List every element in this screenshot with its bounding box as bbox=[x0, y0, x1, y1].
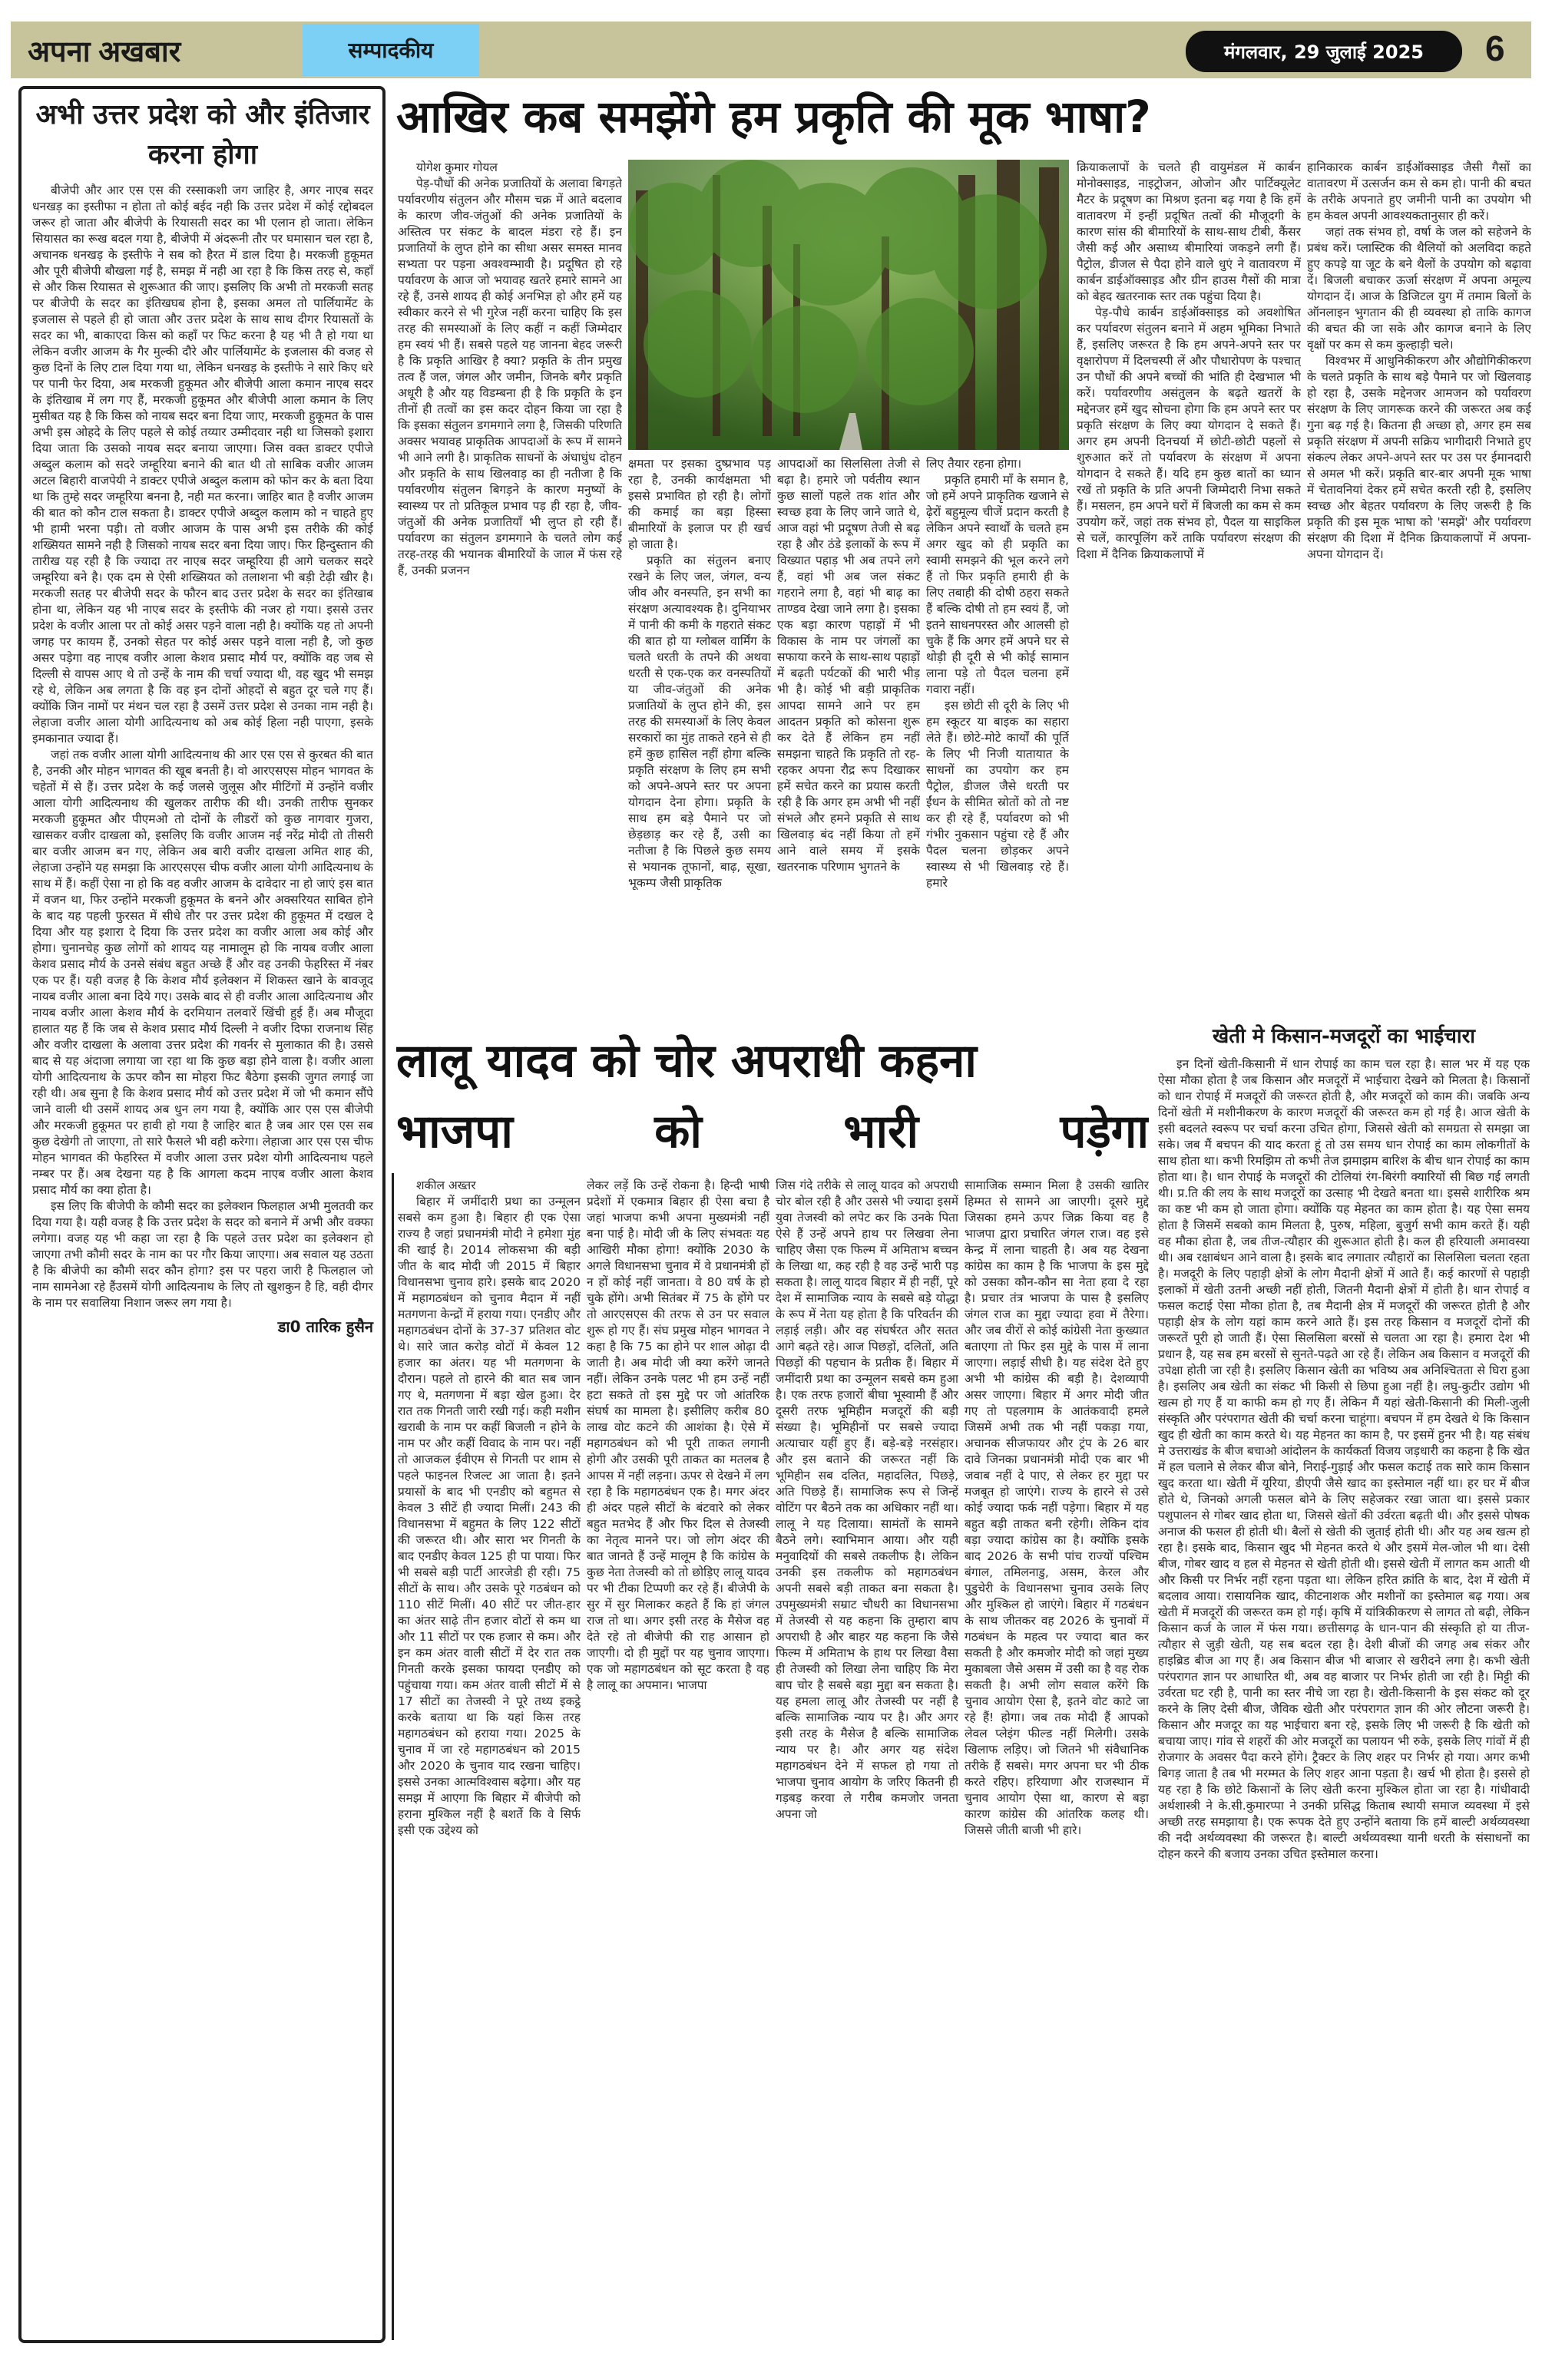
forest-photo-illustration bbox=[628, 160, 1069, 450]
second-article-text: जिस गंदे तरीके से लालू यादव को अपराधी चोर बोल रही है और उससे भी ज्यादा इसमें युवा तेजस्वी को लपेट कर कि उनके पिता ऐसे हैं उन्हें अपने हाथ पर लिखवा लेना चाहिए जैसा एक फिल्म में अमिताभ बच्चन के लिखा था, कह रही है वह उन्हें भारी पड़ सकता है। लालू यादव बिहार में ही नहीं, पूरे देश में सामाजिक न्याय के सबसे बड़े योद्धा के रूप में नेता यह होता है कि परिवर्तन की लड़ाई लड़ी। और वह संघर्षरत और सतत आगे बढ़ते रहे। आज पिछड़ों, दलितों, अति पिछड़ों की पहचान के प्रतीक हैं। बिहार में जमींदारी प्रथा का उन्मूलन सबसे कम हुआ है। एक तरफ हजारों बीघा भूस्वामी हैं और दूसरी तरफ भूमिहीन मजदूरों की बड़ी संख्या है। भूमिहीनों पर सबसे ज्यादा अत्याचार यहीं हुए हैं। बड़े-बड़े नरसंहार। और इस बताने की जरूरत नहीं कि भूमिहीन सब दलित, महादलित, पिछड़े, अति पिछड़े हैं। सामाजिक रूप से जिन्हें वोटिंग पर बैठने तक का अधिकार नहीं था। लालू ने यह दिलाया। सामंतों के सामने बैठने लगे। स्वाभिमान आया। और यही मनुवादियों की सबसे तकलीफ है। लेकिन उनकी इस तकलीफ को महागठबंधन अपनी सबसे बड़ी ताकत बना सकता है। उपमुख्यमंत्री सम्राट चौधरी का विधानसभा में तेजस्वी से यह कहना कि तुम्हारा बाप अपराधी है और बाहर यह कहना कि जैसे फिल्म में अमिताभ के हाथ पर लिखा वैसा ही तेजस्वी को लिखा लेना चाहिए कि मेरा बाप चोर है सबसे बड़ा मुद्दा बन सकता है। यह हमला लालू और तेजस्वी पर नहीं है बल्कि सामाजिक न्याय पर है। और अगर इसी तरह के मैसेज है बल्कि सामाजिक न्याय पर है। और अगर यह संदेश महागठबंधन देने में सफल हो गया तो भाजपा चुनाव आयोग के जरिए कितनी ही गड़बड़ करवा ले गरीब कमजोर जनता अपना जो bbox=[776, 1178, 958, 1821]
main-article-column-2 bbox=[628, 456, 771, 1020]
masthead bbox=[11, 21, 1531, 78]
second-article-text: सामाजिक सम्मान मिला है उसकी खातिर हिम्मत से सामने आ जाएगी। दूसरे मुद्दे जिसका हमने ऊपर जिक्र किया वह है भाजपा द्वारा प्रचारित जंगल राज। वह इसे केन्द्र में लाना चाहती है। अब यह देखना कांग्रेस का काम है कि भाजपा के इस मुद्दे को उसका कौन-कौन सा नेता हवा दे रहा है। प्रचार तंत्र भाजपा के पास है इसलिए जंगल राज का मुद्दा ज्यादा हवा में तैरेगा। और जब वीरों से कोई कांग्रेसी नेता कुख्यात बताएगा तो फिर इस मुद्दे के पास में लाना जाएगा। लड़ाई सीधी है। यह संदेश देते हुए अभी भी कांग्रेस की बड़ी है। देशव्यापी असर जाएगा। बिहार में अगर मोदी जीत गए तो पहलगाम के आतंकवादी हमले जिसमें अभी तक भी नहीं पकड़ा गया, अचानक सीजफायर और ट्रंप के 26 बार दावे जिनका प्रधानमंत्री मोदी एक बार भी जवाब नहीं दे पाए, से लेकर हर मुद्दा पर मजबूत हो जाएंगे। राज्य के हारने से उसे कोई ज्यादा फर्क नहीं पड़ेगा। बिहार में यह बहुत बड़ी ताकत बनी रहेगी। लेकिन दांव बड़ा ज्यादा कांग्रेस का है। क्योंकि इसके बाद 2026 के सभी पांच राज्यों पश्चिम बंगाल, तमिलनाडु, असम, केरल और पुडुचेरी के विधानसभा चुनाव उसके लिए और मुश्किल हो जाएंगे। बिहार में गठबंधन के साथ जीतकर वह 2026 के चुनावों में गठबंधन के महत्व पर ज्यादा बात कर सकती है और कमजोर मोदी को जहां मुख्य मुकाबला जैसे असम में उसी का है वह रोक सकती है। अभी लोग सवाल करेंगे कि चुनाव आयोग ऐसा है, इतने वोट काटे जा रहे हैं! होगा। जब तक मोदी हैं आपको लेवल प्लेइंग फील्ड नहीं मिलेगी। उसके खिलाफ लड़िए। जो जितने भी संवैधानिक तरीके हैं सबसे। मगर अपना घर भी ठीक करते रहिए। हरियाणा और राजस्थान में चुनाव आयोग ऐसा था, कारण से बड़ा कारण कांग्रेस की आंतरिक कलह थी। जिससे जीती बाजी भी हारे। bbox=[965, 1178, 1149, 1837]
second-headline bbox=[396, 1026, 1149, 1172]
main-article-text: इस छोटी सी दूरी के लिए भी हम स्कूटर या बाइक का सहारा लेते हैं। छोटे-मोटे कार्यों की पूर्ति के लिए भी निजी यातायात के साधनों का उपयोग कर हम पैट्रोल, डीजल जैसे धरती पर ईंधन के सीमित स्रोतों को तो नष्ट कर ही रहे हैं, पर्यावरण को भी गंभीर नुकसान पहुंचा रहे हैं और पैदल चलना छोड़कर अपने स्वास्थ्य से भी खिलवाड़ रहे हैं। हमारे bbox=[926, 699, 1069, 890]
second-article-text: लेकर लड़ें कि उन्हें रोकना है। हिन्दी भाषी प्रदेशों में एकमात्र बिहार ही ऐसा बचा है जहां भाजपा कभी अपना मुख्यमंत्री नहीं बना पाई है। मोदी जी के लिए संभवतः यह आखिरी मौका होगा! क्योंकि 2030 के अगले विधानसभा चुनाव में वे प्रधानमंत्री हों न हों कोई नहीं जानता। वे 80 वर्ष के हो चुके होंगे। अभी सितंबर में 75 के होंगे पर तो आरएसएस की तरफ से उन पर सवाल शुरू हो गए हैं। संघ प्रमुख मोहन भागवत ने कहा है कि 75 का होने पर शाल ओढ़ा दी जाती है। अब मोदी जी क्या करेंगे जानते नहीं। लेकिन उनके पलट भी हम उन्हें नहीं हटा सकते तो इस मुद्दे पर जो आंतरिक संघर्ष का मामला है। इसीलिए करीब 80 लाख वोट कटने की आशंका है। ऐसे में महागठबंधन को भी पूरी ताकत लगानी होगी और उसकी पूरी ताकत का मतलब है आपस में नहीं लड़ना। ऊपर से देखने में लग रहा है कि महागठबंधन एक है। मगर अंदर ही अंदर पहले सीटों के बंटवारे को लेकर बहुत मतभेद हैं और फिर दिल से तेजस्वी का नेतृत्व मानने पर। जो लोग अंदर की बात जानते हैं उन्हें मालूम है कि कांग्रेस के कुछ नेता तेजस्वी को तो छोड़िए लालू यादव पर भी टीका टिप्पणी कर रहे हैं। बीजेपी के सुर में सुर मिलाकर कहते हैं कि हां जंगल राज तो था। अगर इसी तरह के मैसेज वह देते रहे तो बीजेपी की राह आसान हो जाएगी। दो ही मुद्दों पर यह चुनाव जाएगा। एक जो महागठबंधन को सूट करता है वह है लालू का अपमान। भाजपा bbox=[587, 1178, 769, 1692]
headline-word: भारी bbox=[843, 1105, 919, 1159]
column-divider bbox=[392, 1173, 394, 2340]
main-article-text: क्षमता पर इसका दुष्प्रभाव पड़ रहा है, उनकी कार्यक्षमता भी इससे प्रभावित हो रही है। लोगों की कमाई का बड़ा हिस्सा बीमारियों के इलाज पर ही खर्च हो जाता है। bbox=[628, 457, 771, 551]
second-headline-line-2 bbox=[396, 1096, 1149, 1167]
main-article-text: हानिकारक कार्बन डाईऑक्साइड जैसी गैसों का वातावरण में उत्सर्जन कम से कम हो। पानी की बचत के तरीके अपनाते हुए जमीनी पानी का उपयोग भी हम केवल अपनी आवश्यकतानुसार ही करें। bbox=[1307, 160, 1531, 223]
main-headline: आखिर कब समझेंगे हम प्रकृति की मूक भाषा? bbox=[396, 91, 1151, 143]
side-article-title: खेती मे किसान-मजदूरों का भाईचारा bbox=[1213, 1025, 1475, 1048]
second-article-column-2 bbox=[587, 1178, 769, 2362]
main-article-column-6 bbox=[1307, 160, 1531, 1013]
main-article-text: जहां तक संभव हो, वर्षा के जल को सहेजने के प्रबंध करें। प्लास्टिक की थैलियों को अलविदा कहते हुए कपड़े या जूट के बने थैलों के उपयोग को बढ़ावा दें। बिजली बचाकर ऊर्जा संरक्षण में अपना अमूल्य योगदान दें। आज के डिजिटल युग में तमाम बिलों के ऑनलाइन भुगतान की ही व्यवस्था हो ताकि कागज की बचत की जा सके और कागज बनाने के लिए वृक्षों पर कम से कम कुल्हाड़ी चले। bbox=[1307, 225, 1531, 352]
second-article-author: शकील अख्तर bbox=[416, 1178, 476, 1192]
main-article-column-5 bbox=[1077, 160, 1301, 1013]
page-number: 6 bbox=[1485, 28, 1505, 68]
second-article-column-1 bbox=[398, 1178, 581, 2362]
main-article-text: विश्वभर में आधुनिकीकरण और औद्योगिकीकरण के चलते प्रकृति के साथ बड़े पैमाने पर जो खिलवाड़ हो रहा है, उसके मद्देनजर आमजन को पर्यावरण संरक्षण के लिए जागरूक करने की जरूरत अब कई गुना बढ़ गई है। कितना ही अच्छा हो, अगर हम सब प्रकृति संरक्षण में अपनी सक्रिय भागीदारी निभाते हुए संकल्प लेकर अपने-अपने स्तर पर उस पर ईमानदारी से अमल भी करें। प्रकृति बार-बार अपनी मूक भाषा में चेतावनियां देकर हमें सचेत करती रही है, इसलिए स्वच्छ और बेहतर पर्यावरण के लिए जरूरी है कि प्रकृति की इस मूक भाषा को 'समझें' और पर्यावरण संरक्षण की दिशा में दैनिक क्रियाकलापों में अपना-अपना योगदान दें। bbox=[1307, 354, 1531, 561]
forest-road-photo bbox=[628, 160, 1069, 450]
left-article-box bbox=[18, 86, 386, 2343]
headline-word: पड़ेगा bbox=[1060, 1105, 1149, 1159]
headline-word: भाजपा bbox=[396, 1105, 513, 1159]
main-article-text: प्रकृति का संतुलन बनाए रखने के लिए जल, जंगल, वन्य जीव और वनस्पति, इन सभी का संरक्षण अत्यावश्यक है। दुनियाभर में पानी की कमी के गहराते संकट की बात हो या ग्लोबल वार्मिंग के चलते धरती के तपने की अथवा धरती से एक-एक कर वनस्पतियों या जीव-जंतुओं की अनेक प्रजातियों के लुप्त होने की, इस तरह की समस्याओं के लिए केवल सरकारों का मुंह ताकते रहने से ही हमें कुछ हासिल नहीं होगा बल्कि प्रकृति संरक्षण के लिए हम सभी को अपने-अपने स्तर पर अपना योगदान देना होगा। प्रकृति के साथ हम बड़े पैमाने पर जो छेड़छाड़ कर रहे हैं, उसी का नतीजा है कि पिछले कुछ समय से भयानक तूफानों, बाढ़, सूखा, भूकम्प जैसी प्राकृतिक bbox=[628, 554, 771, 890]
left-article-body bbox=[32, 183, 373, 1311]
main-article-text: पेड़-पौधे कार्बन डाईऑक्साइड को अवशोषित कर पर्यावरण संतुलन बनाने में अहम भूमिका निभाते हैं, इसलिए जरूरत है कि हम अपने-अपने स्तर पर वृक्षारोपण में दिलचस्पी लें और पौधारोपण के पश्चात् उन पौधों की अपने बच्चों की भांति ही देखभाल भी करें। पर्यावरणीय असंतुलन के बढ़ते खतरों के मद्देनजर हमें खुद सोचना होगा कि हम अपने स्तर पर प्रकृति संरक्षण के लिए क्या योगदान दे सकते हैं। अगर हम अपनी दिनचर्या में छोटी-छोटी पहलों से शुरुआत करें तो पर्यावरण के संरक्षण में अपना योगदान दे सकते हैं। यदि हम कुछ बातों का ध्यान रखें तो प्रकृति के प्रति अपनी जिम्मेदारी निभा सकते हैं। मसलन, हम अपने घरों में बिजली का कम से कम उपयोग करें, जहां तक संभव हो, पैदल या साइकिल से चलें, कारपूलिंग करें ताकि पर्यावरण संरक्षण की दिशा में दैनिक क्रियाकलापों में bbox=[1077, 306, 1301, 561]
main-article-text: क्रियाकलापों के चलते ही वायुमंडल में कार्बन मोनोक्साइड, नाइट्रोजन, ओजोन और पार्टिक्यूलेट मैटर के प्रदूषण का मिश्रण इतना बढ़ गया है कि हमें वातावरण में इन्हीं प्रदूषित तत्वों की मौजूदगी के कारण सांस की बीमारियों के साथ-साथ टीबी, कैंसर जैसी कई और असाध्य बीमारियां जकड़ने लगी हैं। पैट्रोल, डीजल से पैदा होने वाले धुएं ने वातावरण में कार्बन डाईऑक्साइड और ग्रीन हाउस गैसों की मात्रा को बेहद खतरनाक स्तर तक पहुंचा दिया है। bbox=[1077, 160, 1301, 303]
left-article-paragraph: इस लिए कि बीजेपी के कौमी सदर का इलेक्शन फिलहाल अभी मुलतवी कर दिया गया है। यही वजह है कि उत्तर प्रदेश के सदर को बनाने में अभी और वक्फा लगेगा। वजह यह भी कहा जा रहा है कि पहले उत्तर प्रदेश का इलेक्शन हो जाएगा तभी कौमी सदर के नाम का पर गौर किया जाएगा। अब सवाल यह उठता है कि बीजेपी का कौमी सदर कौन होगा? इस पर पहरा जारी है फिलहाल जो नाम सामनेआ रहे हैंउसमें योगी आदित्यनाथ के लिए तो खुशकुन है हि, वही दीगर के नाम पर सवालिया निशान जरूर लग गया है। bbox=[32, 1199, 373, 1310]
newspaper-name: अपना अखबार bbox=[28, 36, 181, 68]
issue-date: मंगलवार, 29 जुलाई 2025 bbox=[1186, 31, 1462, 72]
main-article-text: आपदाओं का सिलसिला तेजी से बढ़ा है। हमारे जो पर्वतीय स्थान कुछ सालों पहले तक शांत और स्वच्छ हवा के लिए जाने जाते थे, आज वहां भी प्रदूषण तेजी से बढ़ रहा है और ठंडे इलाकों के रूप में विख्यात पहाड़ भी अब तपने लगे हैं, वहां भी अब जल संकट गहराने लगा है, वहां भी बाढ़ का ताण्डव देखा जाने लगा है। इसका एक बड़ा कारण पहाड़ों में भी विकास के नाम पर जंगलों का सफाया करने के साथ-साथ पहाड़ों में बढ़ती पर्यटकों की भारी भीड़ भी है। कोई भी बड़ी प्राकृतिक आपदा सामने आने पर हम आदतन प्रकृति को कोसना शुरू कर देते हैं लेकिन हम नहीं समझना चाहते कि प्रकृति तो रह-रहकर अपना रौद्र रूप दिखाकर हमें सचेत करने का प्रयास करती रही है कि अगर हम अभी भी नहीं संभले और हमने प्रकृति से साथ खिलवाड़ बंद नहीं किया तो हमें आने वाले समय में इसके खतरनाक परिणाम भुगतने के bbox=[777, 457, 920, 874]
left-article-author: डा0 तारिक हुसैन bbox=[277, 1317, 373, 1336]
main-article-text: पेड़-पौधों की अनेक प्रजातियों के अलावा बिगड़ते पर्यावरणीय संतुलन और मौसम चक्र में आते बदलाव के कारण जीव-जंतुओं की अनेक प्रजातियों के अस्तित्व पर संकट के बादल मंडरा रहे हैं। इन प्रजातियों के लुप्त होने का सीधा असर समस्त मानव सभ्यता पर पड़ना अवश्वम्भावी है। प्रदूषित हो रहे पर्यावरण के आज जो भयावह खतरे हमारे सामने आ रहे हैं, उनसे शायद ही कोई अनभिज्ञ हो और हमें यह स्वीकार करने से भी गुरेज नहीं करना चाहिए कि इस तरह की समस्याओं के लिए कहीं न कहीं जिम्मेदार हम स्वयं भी हैं। सबसे पहले यह जानना बेहद जरूरी है कि प्रकृति आखिर है क्या? प्रकृति के तीन प्रमुख तत्व हैं जल, जंगल और जमीन, जिनके बगैर प्रकृति अधूरी है और यह विडम्बना ही है कि प्रकृति के इन तीनों ही तत्वों का इस कदर दोहन किया जा रहा है कि इसका संतुलन डगमगाने लगा है, जिसकी परिणति अक्सर भयावह प्राकृतिक आपदाओं के रूप में सामने भी आने लगी है। प्राकृतिक साधनों के अंधाधुंध दोहन और प्रकृति के साथ खिलवाड़ का ही नतीजा है कि पर्यावरणीय संतुलन बिगड़ने के कारण मनुष्यों के स्वास्थ्य पर तो प्रतिकूल प्रभाव पड़ ही रहा है, जीव-जंतुओं की अनेक प्रजातियाँ भी लुप्त हो रही हैं। पर्यावरण का संतुलन डगमगाने के चलते लोग कई तरह-तरह की भयानक बीमारियों के जाल में फंस रहे हैं, उनकी प्रजनन bbox=[398, 177, 622, 577]
main-article-author: योगेश कुमार गोयल bbox=[416, 160, 498, 174]
second-headline-line-1: लालू यादव को चोर अपराधी कहना bbox=[396, 1034, 977, 1088]
side-article-body bbox=[1158, 1056, 1530, 2362]
main-article-column-4 bbox=[926, 456, 1069, 1020]
main-article-text: लिए तैयार रहना होगा। bbox=[926, 457, 1022, 471]
main-article-text: प्रकृति हमारी माँ के समान है, जो हमें अपने प्राकृतिक खजाने से ढ़ेरों बहुमूल्य चीजें प्रदान करती है लेकिन अपने स्वार्थों के चलते हम अगर खुद को ही प्रकृति का स्वामी समझने की भूल करने लगे हैं तो फिर प्रकृति हमारी ही के लिए तबाही की दोषी ठहरा सकते हैं बल्कि दोषी तो हम स्वयं हैं, जो इतने साधनपरस्त और आलसी हो चुके हैं कि अगर हमें अपने घर से थोड़ी ही दूरी से भी कोई सामान लाना पड़े तो पैदल चलना हमें गवारा नहीं। bbox=[926, 473, 1069, 696]
second-article-column-3 bbox=[776, 1178, 958, 2362]
headline-word: को bbox=[654, 1105, 702, 1159]
second-article-text: बिहार में जमींदारी प्रथा का उन्मूलन सबसे कम हुआ है। बिहार ही एक ऐसा राज्य है जहां प्रधानमंत्री मोदी ने हमेशा मुंह की खाई है। 2014 लोकसभा की बड़ी जीत के बाद मोदी जी 2015 में बिहार विधानसभा चुनाव हारे। इसके बाद 2020 में महागठबंधन को चुनाव मैदान में नहीं मतगणना केन्द्रों में हराया गया। एनडीए और महागठबंधन दोनों के 37-37 प्रतिशत वोट थे। सारे जात करोड़ वोटों में केवल 12 हजार का अंतर। यह भी मतगणना के दौरान। पहले तो हारने की बात सब जान गए थे, मतगणना में बड़ा खेल हुआ। देर रात तक गिनती जारी रखी गई। कही मशीन खराबी के नाम पर कहीं बिजली न होने के नाम पर और कहीं विवाद के नाम पर। नहीं तो आजकल ईवीएम से गिनती पर शाम से पहले फाइनल रिजल्ट आ जाता है। इतने प्रयासों के बाद भी एनडीए को बहुमत से केवल 3 सीटें ही ज्यादा मिलीं। 243 की विधानसभा में बहुमत के लिए 122 सीटों की जरूरत थी। और सारा भर गिनती के बाद एनडीए केवल 125 ही पा पाया। फिर भी सबसे बड़ी पार्टी आरजेडी ही रही। 75 सीटों के साथ। और उसके पूरे गठबंधन को 110 सीटें मिलीं। 40 सीटें पर जीत-हार का अंतर साढ़े तीन हजार वोटों से कम था और 11 सीटों पर एक हजार से कम। और इन कम अंतर वाली सीटों में देर रात तक गिनती करके इसका फायदा एनडीए को पहुंचाया गया। कम अंतर वाली सीटों में से 17 सीटों का तेजस्वी ने पूरे तथ्य इकट्ठे करके बताया था कि यहां किस तरह महागठबंधन को हराया गया। 2025 के चुनाव में जा रहे महागठबंधन को 2015 और 2020 के चुनाव याद रखना चाहिए। इससे उनका आत्मविश्वास बढ़ेगा। और यह समझ में आएगा कि बिहार में बीजेपी को हराना मुश्किल नहीं है बशर्ते कि वे सिर्फ इसी एक उद्देश्य को bbox=[398, 1195, 581, 1837]
side-article-text: इन दिनों खेती-किसानी में धान रोपाई का काम चल रहा है। साल भर में यह एक ऐसा मौका होता है जब किसान और मजदूरों में भाईचारा देखने को मिलता है। किसानों को धान रोपाई में मजदूरों की जरूरत होती है, और मजदूरों को काम की। जबकि अन्य दिनों खेती में मशीनीकरण के कारण मजदूरों की जरूरत कम हो गई है। आज खेती के इसी बदलते स्वरूप पर चर्चा करना उचित होगा, जिससे खेती को समग्रता से समझा जा सके। जब मैं बचपन की याद करता हूं तो उस समय धान रोपाई का काम लोकगीतों के साथ होता था। कभी रिमझिम तो कभी तेज झमाझम बारिश के बीच धान रोपाई का काम होता था। है। धान रोपाई के मजदूरों की टोलियां रंग-बिरंगी क्यारियों सी बिछ गई लगती थी। प्र.ति की लय के साथ मजदूरों का उत्साह भी देखते बनता था। इससे शारीरिक श्रम का कष्ट भी कम हो जाता होगा। क्योंकि यह मेहनत का काम होता है। यह ऐसा समय होता है जिसमें सबको काम मिलता है, पुरुष, महिला, बुजुर्ग सभी काम करते हैं। यही वह मौका होता है, जब तीज-त्यौहार की शुरूआत होती है। कल ही हरियाली अमावस्या थी। अब रक्षाबंधन आने वाला है। इसके बाद लगातार त्यौहारों का सिलसिला चलता रहता है। मजदूरी के लिए पहाड़ी क्षेत्रों के लोग मैदानी क्षेत्रों में आते हैं। कई कारणों से पहाड़ी इलाकों में खेती उतनी अच्छी नहीं होती, जितनी मैदानी क्षेत्रों में होती है। धान रोपाई व फसल कटाई ऐसा मौका होता है, तब मैदानी क्षेत्र में मजदूरों की जरूरत होती है और पहाड़ी क्षेत्र के लोग यहां काम करने आते हैं। इस तरह किसान व मजदूरों दोनों की जरूरतें पूरी हो जाती हैं। ऐसा सिलसिला बरसों से चलता आ रहा है। हमारा देश भी प्रधान है, यह सब हम बरसों से सुनते-पढ़ते आ रहे हैं। लेकिन अब किसान व मजदूरों की उपेक्षा होती जा रही है। इसलिए किसान खेती का भविष्य अब अनिश्चितता से घिरा हुआ है। इसलिए अब खेती का संकट भी किसी से छिपा हुआ नहीं है। लघु-कुटीर उद्योग भी खत्म हो गए हैं या काफी कम हो गए हैं। लेकिन मैं यहां खेती-किसानी की मिली-जुली संस्कृति और परंपरागत खेती की चर्चा करना चाहूंगा। बचपन में हम देखते थे कि किसान खुद ही खेती का काम करते थे। यह मेहनत का काम है, पर इसमें हुनर भी है। यह संबंध मे उत्तराखंड के बीज बचाओ आंदोलन के कार्यकर्ता विजय जड़धारी का कहना है कि खेत में हल चलाने से लेकर बीज बोने, निराई-गुड़ाई और फसल कटाई तक सारे काम किसान खुद करता था। खेती में यूरिया, डीएपी जैसे खाद का इस्तेमाल नहीं था। हर घर में बीज होते थे, जिनको अगली फसल बोने के लिए सहेजकर रखा जाता था। इससे प्रकार पशुपालन से गोबर खाद होता था, जिससे खेतों की उर्वरता बढ़ती थी। और इससे पोषक अनाज की फसल ही होती थी। बैलों से खेती की जुताई होती थी। और यह अब खत्म हो रहा है। इसके बाद, किसान खुद भी मेहनत करते थे और इसमें मेल-जोल भी था। देसी बीज, गोबर खाद व हल से मेहनत से खेती होती थी। इससे खेती में लागत कम आती थी और किसी पर निर्भर नहीं रहना पड़ता था। लेकिन हरित क्रांति के बाद, देश में खेती में बदलाव आया। रासायनिक खाद, कीटनाशक और मशीनों का इस्तेमाल बढ़ गया। अब खेती में मजदूरों की जरूरत कम हो गई। कृषि में यांत्रिकीकरण से लागत तो बढ़ी, लेकिन किसान कर्ज के जाल में फंस गया। छत्तीसगढ़ के धान-पान की संस्कृति हो या तीज-त्यौहार से जुड़ी खेती, यह सब बदल रहा है। देशी बीजों की जगह अब संकर और हाइब्रिड बीज आ गए हैं। अब किसान बीज भी बाजार से खरीदने लगा है। कभी खेती परंपरागत ज्ञान पर आधारित थी, अब वह बाजार पर निर्भर होती जा रही है। मिट्टी की उर्वरता घट रही है, पानी का स्तर नीचे जा रहा है। खेती-किसानी के इस संकट को दूर करने के लिए देसी बीज, जैविक खेती और परंपरागत ज्ञान की ओर लौटना जरूरी है। किसान और मजदूर का यह भाईचारा बना रहे, इसके लिए भी जरूरी है कि खेती को बचाया जाए। गांव से शहरों की ओर मजदूरों का पलायन भी रुके, इसके लिए गांवों में ही रोजगार के अवसर पैदा करने होंगे। ट्रैक्टर के लिए शहर पर निर्भर हो गया। अगर कभी बिगड़ जाता है तब भी मरम्मत के लिए शहर आना पड़ता है। खर्च भी होता है। इससे हो यह रहा है कि छोटे किसानों के लिए खेती करना मुश्किल होता जा रहा है। गांधीवादी अर्थशास्त्री ने के.सी.कुमारप्पा ने उनकी प्रसिद्ध किताब स्थायी समाज व्यवस्था में इसे अच्छी तरह समझाया है। एक रूपक देते हुए उन्होंने बताया कि हमें बाल्टी अर्थव्यवस्था की नदी अर्थव्यवस्था की जरूरत है। बाल्टी अर्थव्यवस्था यानी धरती के संसाधनों का दोहन करने की बजाय उनका उचित इस्तेमाल करना। bbox=[1158, 1057, 1530, 1861]
main-article-column-3 bbox=[777, 456, 920, 1020]
left-article-paragraph: बीजेपी और आर एस एस की रस्साकशी जग जाहिर है, अगर नाएब सदर धनखड़ का इस्तीफा न होता तो कोई बईद नही कि उत्तर प्रदेश में कोई रद्दोबदल जरूर हो जाता और बीजेपी के रियासती सदर का भी एलान हो जाता। लेकिन सियासत का रूख बदल गया है, बीजेपी में अंदरूनी तौर पर घमासान चल रहा है, अचानक धनखड़ के इस्तीफे ने सब को हैरत में डाल दिया है। मरकजी हुकूमत और पूरी बीजेपी बौखला गई है, समझ में नही आ रहा है कि किस तरह से, कहाँ से और किस रियासत से शुरूआत की जाए। इसलिए कि अभी तो मरकजी सतह पर बीजेपी के सदर का इंतिखघब होना है, इसका अमल तो पार्लियामेंट के इजलास से पहले ही हो जाता और उत्तर प्रदेश के साथ साथ दीगर रियासतों के सदर का भी, बाकाएदा किस को कहाँ पर फिट करना है यह भी तै हो गया था लेकिन वजीर आजम के गैर मुल्की दौरे और पार्लियामेंट के इजलास की वजह से कुछ दिनों के लिए टाल दिया गया था, लेकिन धनखड़ के इस्तीफे ने सारे किए धरे पर पानी फेर दिया, अब मरकजी हुकूमत और बीजेपी आला कमान नाएब सदर के इंतिखाब में लग गए हैं, मरकजी हुकूमत और बीजेपी आला कमान के लिए मुसीबत यह है कि किस को नायब सदर बना दिया जाए, मरकजी हुकूमत के पास अभी इस ओहदे के लिए पहले से कोई तय्यार उम्मीदवार नही था जिसको इशारा दिया जाता कि उसको नायब सदर बनाया जाएगा। जिस वक्त डाक्टर एपीजे अब्दुल कलाम को सदरे जम्हूरिया बनाने की बात थी तो साबिक वजीर आजम अटल बिहारी वाजपेयी ने डाक्टर एपीजे अब्दुल कलाम को फोन कर के बता दिया था कि तुम्हे सदर जम्हूरिया बनना है, नही मत करना। जाहिर बात है वजीर आजम की बात को कौन टाल सकता है। डाक्टर एपीजे अब्दुल कलाम को न चाहते हुए भी हामी भरना पड़ी। तो वजीर आजम के पास अभी इस तरीके की कोई शख्सियत सामने नही है जिसको नायब सदर बना दिया जाए। फिर हिन्दुस्तान की तारीख यह रही है कि ज्यादा तर नाएब सदर जम्हूरिया ही आगे चलकर सदरे जम्हूरिया बने है। एक दम से ऐसी शख्सियत को तलाशना भी बड़ी टेढ़ी खीर है। मरकजी सतह पर बीजेपी सदर के फौरन बाद उत्तर प्रदेश के सदर का इंतिखाब होना था, लेकिन यह भी नाएब सदर के इस्तीफे की नजर हो गया। इससे उत्तर प्रदेश के वजीर आला पर तो कोई असर पड़ने वाला नही है। क्योंकि यह तो अपनी जगह पर कायम हैं, उनको सेहत पर कोई असर पड़ने वाला नही है, जो कुछ असर पड़ेगा वह नाएब वजीर आला केशव प्रसाद मौर्य पर, क्योंकि वह जब से दिल्ली से वापस आए थे तो उन्हें के नाम की चर्चा ज्यादा थी, वह खुद भी समझ रहे थे, लेकिन अब लगता है कि वह इन दोनों ओहदों से बहुत दूर चले गए हैं। क्योंकि जिन नामों पर मंथन चल रहा है उसमें उत्तर प्रदेश से उनका नाम नही है। लेहाजा वजीर आला योगी आदित्यनाथ को अब कोई हिला नही पाएगा, इसके इमकानात ज्यादा हैं। bbox=[32, 183, 373, 745]
left-article-paragraph: जहां तक वजीर आला योगी आदित्यनाथ की आर एस एस से कुरबत की बात है, उनकी और मोहन भागवत की खूब बनती है। वो आरएसएस मोहन भागवत के चहेतों में से हैं। उत्तर प्रदेश के कई जलसे जुलूस और मीटिंगों में उन्होंने वजीर आला योगी आदित्यनाथ की खुलकर तारीफ की थी। उनकी तारीफ सुनकर मरकजी हुकूमत और पीएमओ तो दोनों के लीडरों को कुछ नागवार गुजरा, खासकर वजीर दाखला को, इसलिए कि वजीर आजम नई नरेंद्र मोदी तो तीसरी बार वजीर आजम बन गए, लेकिन अब बारी वजीर दाखला अमित शाह की, लेहाजा उन्होंने यह समझा कि आरएसएस चीफ वजीर आला योगी आदित्यनाथ के साथ में हैं। कहीं ऐसा ना हो कि वह वजीर आजम के दावेदार ना हो जाएं इस बात में वजन था, फिर उन्होंने मरकजी हुकूमत के बनने और अक्सरियत साबित होने के बाद यह पहली फुरसत में सीधे तौर पर उत्तर प्रदेश की हुकूमत में दखल दे दिया और यह इशारा दे दिया कि उत्तर प्रदेश का वजीर आला अब कोई और होगा। चुनानचेह कुछ लोगों को शायद यह नामालूम हो कि नायब वजीर आला केशव प्रसाद मौर्य के उनसे संबंध बहुत अच्छे हैं और वह उनकी फेहरिस्त में नंबर एक पर हैं। यही वजह है कि केशव मौर्य इलेक्शन में शिकस्त खाने के बावजूद नायब वजीर आला बना दिये गए। उसके बाद से ही वजीर आला आदित्यनाथ और नायब वजीर आला केशव मौर्य के दरमियान तलवारें खिंची हुई हैं। अब मौजूदा हालात यह हैं कि जब से केशव प्रसाद मौर्य दिल्ली ने वजीर दिफा राजनाथ सिंह और वजीर दाखला के अलावा उत्तर प्रदेश की गवर्नर से मुलाकात की है। उससे बाद से यह अंदाजा लगाया जा रहा था कि कुछ बड़ा होने वाला है। वजीर आला योगी आदित्यनाथ के ऊपर कौन सा मोहरा फिट बैठेगा इसकी जुगत लगाई जा रही थी। अब सुना है कि केशव प्रसाद मौर्य को उत्तर प्रदेश में जो भी कमान सौंपे जाने वाली थी उसमें शायद अब धुन लग गया है, क्योंकि आर एस एस बीजेपी और मरकजी हुकूमत पर हावी हो गया है जाहिर बात है जब आर एस एस सब कुछ देखेगी तो जाएगा, तो सारे फैसले भी वही करेगा। लेहाजा आर एस एस चीफ मोहन भागवत की फेहरिस्त में वजीर आला उत्तर प्रदेश योगी आदित्यनाथ पहले नम्बर पर हैं। अब देखना यह है कि आगला कदम नाएब वजीर आला केशव प्रसाद मौर्य का क्या होता है। bbox=[32, 748, 374, 1197]
section-tab-editorial[interactable]: सम्पादकीय bbox=[303, 24, 479, 76]
left-article-title: अभी उत्तर प्रदेश को और इंतिजार करना होगा bbox=[35, 99, 370, 170]
second-article-column-4 bbox=[965, 1178, 1149, 2362]
main-article-column-1 bbox=[398, 160, 622, 1020]
